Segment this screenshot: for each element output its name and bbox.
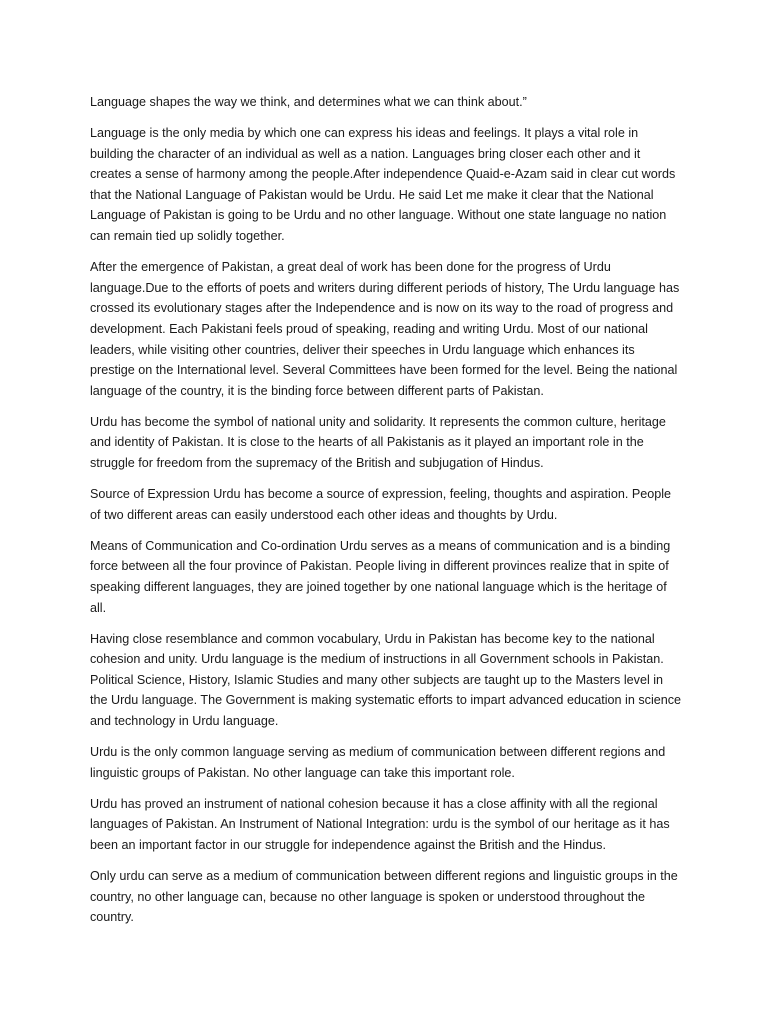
paragraph-common-vocabulary: Having close resemblance and common vocabulary, Urdu in Pakistan has become key to the national cohesion and unity. Urdu language is the medium of instructions in all Government schools in Pakistan. Political Science, History, Islamic Studies and many other subjects are taught up to the Masters level in the Urdu language. The Government is making systematic efforts to impart advanced education in science and technology in Urdu language.	[90, 631, 682, 729]
paragraph-common-language: Urdu is the only common language serving as medium of communication between different regions and linguistic groups of Pakistan. No other language can take this important role.	[90, 745, 666, 780]
paragraph-source-of-expression: Source of Expression Urdu has become a source of expression, feeling, thoughts and aspiration. People of two different areas can easily understood each other ideas and thoughts by Urdu.	[90, 487, 672, 522]
paragraph-national-cohesion: Urdu has proved an instrument of national cohesion because it has a close affinity with all the regional languages of Pakistan. An Instrument of National Integration: urdu is the symbol of our heritage as it has been an important factor in our struggle for independence against the British and the Hindus.	[90, 796, 670, 852]
paragraph-emergence-of-pakistan: After the emergence of Pakistan, a great deal of work has been done for the progress of Urdu language.Due to the efforts of poets and writers during different periods of history, The Urdu language has crossed its evolutionary stages after the Independence and is now on its way to the road of progress and development. Each Pakistani feels proud of speaking, reading and writing Urdu. Most of our national leaders, while visiting other countries, deliver their speeches in Urdu language which enhances its prestige on the International level. Several Committees have been formed for the level. Being the national language of the country, it is the binding force between different parts of Pakistan.	[90, 260, 680, 398]
paragraph-national-unity: Urdu has become the symbol of national unity and solidarity. It represents the common culture, heritage and identity of Pakistan. It is close to the hearts of all Pakistanis as it played an important role in the struggle for freedom from the supremacy of the British and subjugation of Hindus.	[90, 414, 666, 470]
document-body	[90, 92, 682, 938]
paragraph-medium-of-communication: Only urdu can serve as a medium of communication between different regions and linguistic groups in the country, no other language can, because no other language is spoken or understood throughout the country.	[90, 869, 678, 925]
paragraph-means-of-communication: Means of Communication and Co-ordination Urdu serves as a means of communication and is a binding force between all the four province of Pakistan. People living in different provinces realize that in spite of speaking different languages, they are joined together by one national language which is the heritage of all.	[90, 538, 671, 615]
paragraph-language-media: Language is the only media by which one can express his ideas and feelings. It plays a vital role in building the character of an individual as well as a nation. Languages bring closer each other and it creates a sense of harmony among the people.After independence Quaid-e-Azam said in clear cut words that the National Language of Pakistan would be Urdu. He said Let me make it clear that the National Language of Pakistan is going to be Urdu and no other language. Without one state language no nation can remain tied up solidly together.	[90, 126, 676, 244]
opening-quote: Language shapes the way we think, and determines what we can think about.”	[90, 95, 527, 109]
